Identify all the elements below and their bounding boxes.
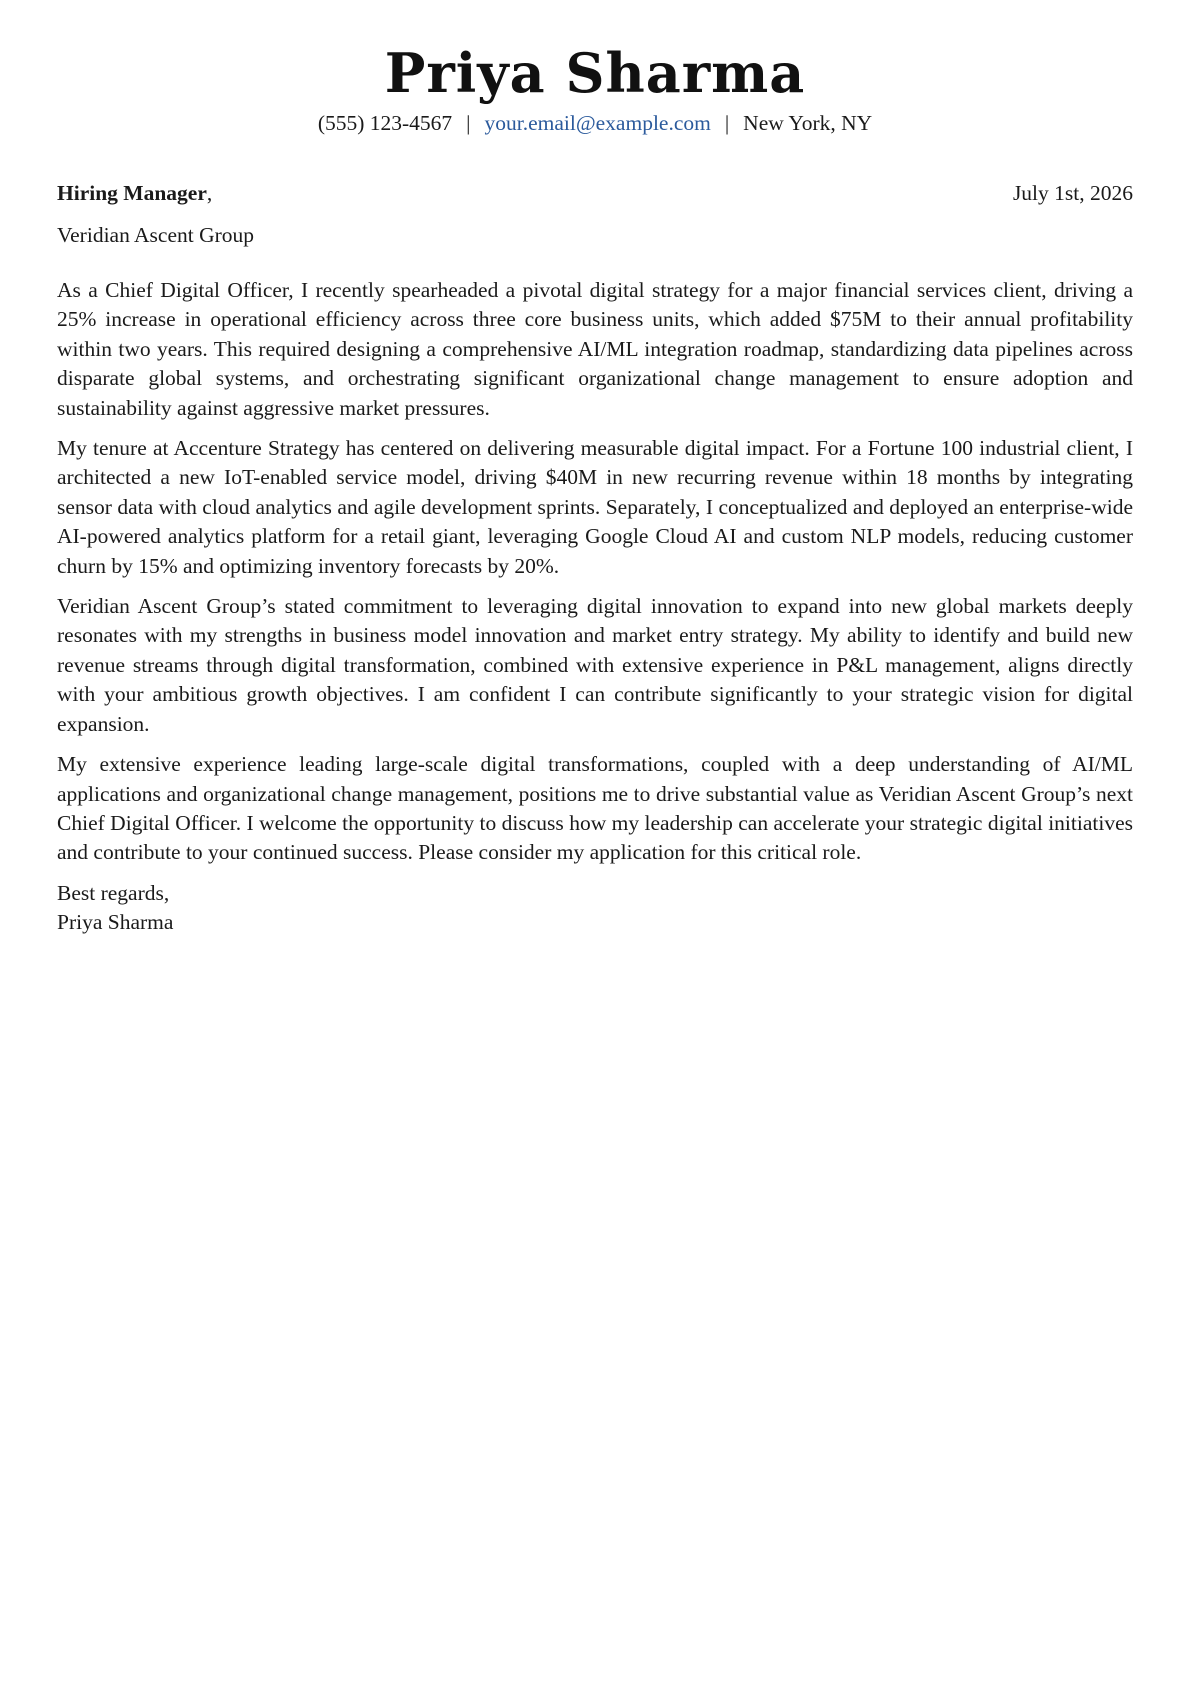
body-paragraph: My extensive experience leading large-scale digital transformations, coupled with a deep understanding of AI/ML applications and organizational change management, positions me to drive substantial value as Veridian Ascent Group’s next Chief Digital Officer. I welcome the opportunity to discuss how my leadership can accelerate your strategic digital initiatives and contribute to your continued success. Please consider my application for this critical role. xyxy=(57,752,1133,865)
location: New York, NY xyxy=(743,111,873,135)
recipient-suffix: , xyxy=(206,181,213,205)
contact-separator: | xyxy=(466,111,471,135)
letter-meta xyxy=(57,172,1133,256)
phone-number: (555) 123-4567 xyxy=(317,111,453,135)
cover-letter-page xyxy=(57,0,1133,938)
letter-header xyxy=(57,0,1133,138)
closing-salutation: Best regards, xyxy=(57,880,170,905)
recipient-line xyxy=(57,172,1133,214)
company-name: Veridian Ascent Group xyxy=(57,223,255,247)
contact-line xyxy=(57,108,1133,138)
contact-separator: | xyxy=(724,111,730,135)
body-paragraph: My tenure at Accenture Strategy has centered on delivering measurable digital impact. For a Fortune 100 industrial client, I architected a new IoT-enabled service model, driving $40M in new recurring revenue within 18 months by integrating sensor data with cloud analytics and agile development sprints. Separately, I conceptualized and deployed an enterprise-wide AI-powered analytics platform for a retail giant, leveraging Google Cloud AI and custom NLP models, reducing customer churn by 15% and optimizing inventory forecasts by 20%. xyxy=(57,436,1133,578)
letter-closing xyxy=(57,879,1133,938)
recipient-title: Hiring Manager xyxy=(57,181,207,205)
body-paragraph: Veridian Ascent Group’s stated commitment to leveraging digital innovation to expand into new global markets deeply resonates with my strengths in business model innovation and market entry strategy. My ability to identify and build new revenue streams through digital transformation, combined with extensive experience in P&L management, aligns directly with your ambitious growth objectives. I am confident I can contribute significantly to your strategic vision for digital expansion. xyxy=(57,594,1133,736)
letter-body xyxy=(57,276,1133,868)
applicant-name: Priya Sharma xyxy=(384,41,806,105)
signature-name: Priya Sharma xyxy=(57,910,174,935)
email-link[interactable]: your.email@example.com xyxy=(484,111,711,135)
body-paragraph: As a Chief Digital Officer, I recently spearheaded a pivotal digital strategy for a major financial services client, driving a 25% increase in operational efficiency across three core business units, which added $75M to their annual profitability within two years. This required designing a comprehensive AI/ML integration roadmap, standardizing data pipelines across disparate global systems, and orchestrating significant organizational change management to ensure adoption and sustainability against aggressive market pressures. xyxy=(57,278,1133,420)
letter-date: July 1st, 2026 xyxy=(1012,181,1133,205)
